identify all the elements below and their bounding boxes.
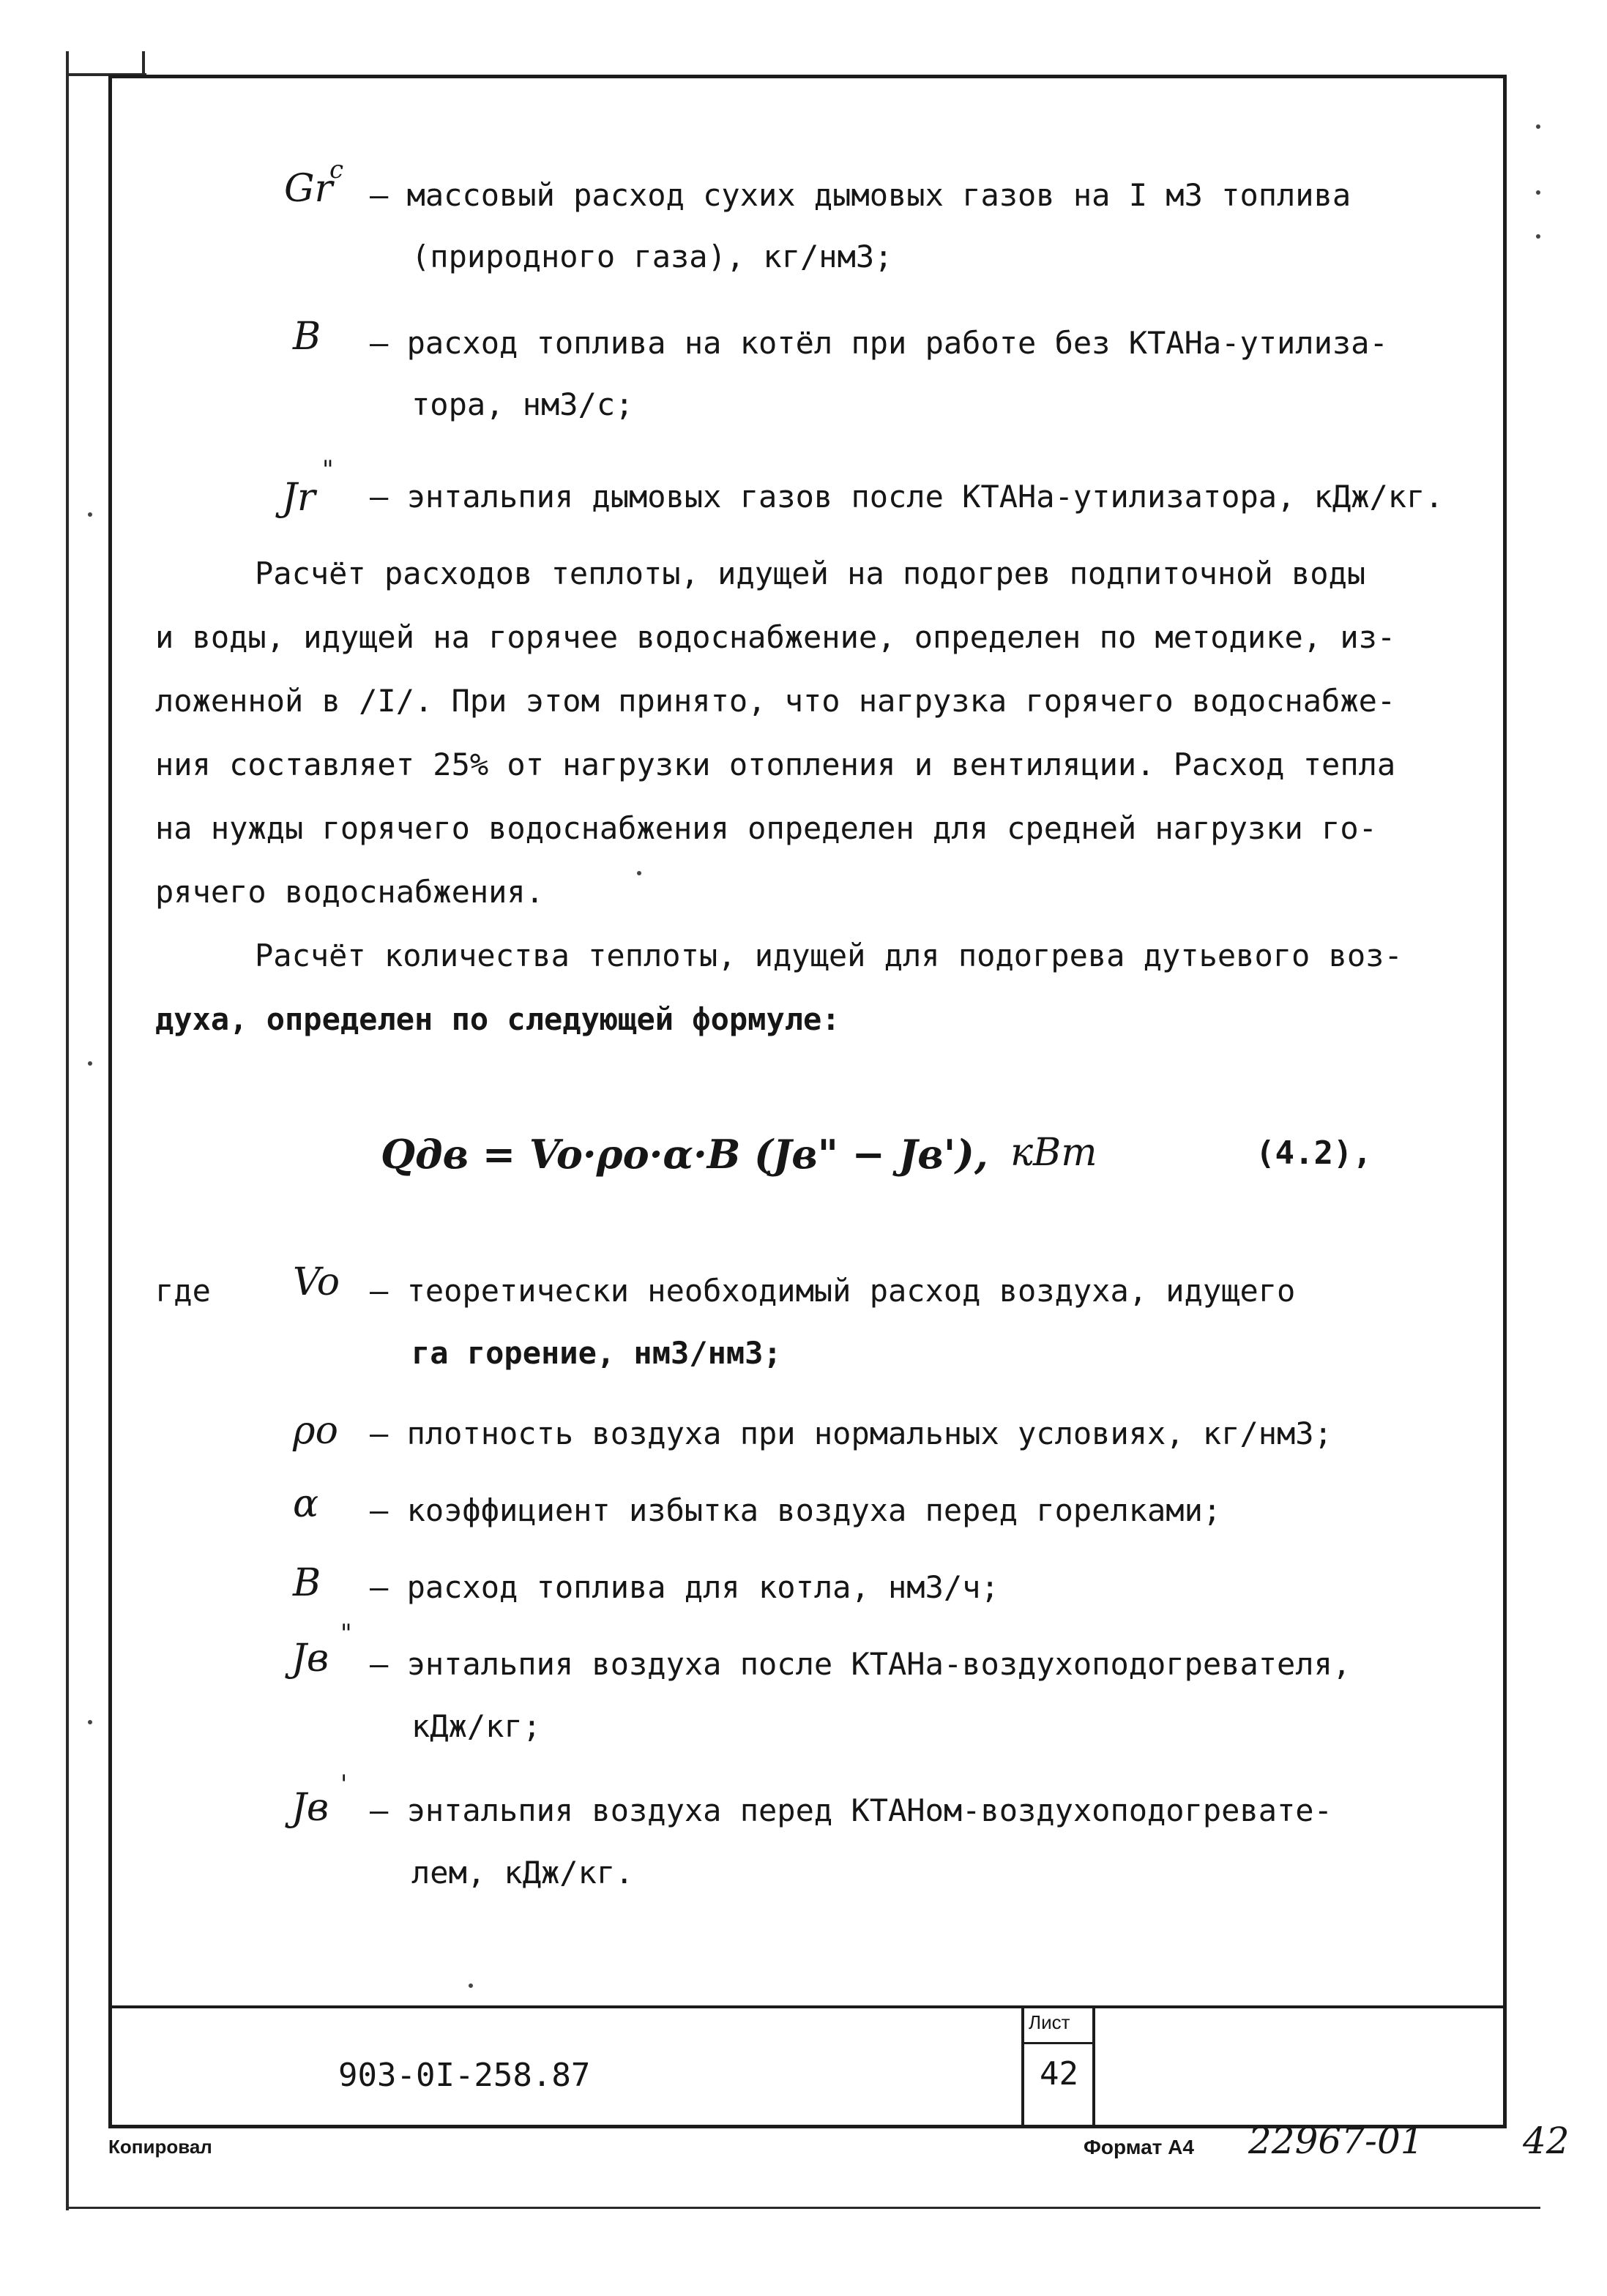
symbol-vo: Vo [293,1260,340,1304]
title-block-divider [1021,2005,1024,2128]
symbol-jv-before-superscript: ' [340,1770,348,1799]
definition-line: – массовый расход сухих дымовых газов на I м3 топлива [370,177,1351,213]
definition-line: кДж/кг; [411,1708,542,1744]
paragraph-line: рячего водоснабжения. [155,874,545,910]
definition-line: – энтальпия воздуха перед КТАНом-воздухоподогревате- [370,1792,1332,1828]
symbol-gr-superscript: c [329,155,344,184]
binding-tick [142,51,145,76]
formula-4-2: Qдв = Vo·ρo·α·B (Jв" − Jв'), [381,1131,988,1178]
scan-speck [1536,234,1540,239]
symbol-jv-before: Jв [291,1786,329,1830]
definition-line: тора, нм3/с; [411,386,634,422]
symbol-jr-superscript: " [322,455,334,485]
definition-line: – теоретически необходимый расход воздуха, идущего [370,1273,1296,1309]
title-block-divider [1092,2005,1095,2128]
definition-line: (природного газа), кг/нм3; [411,239,893,274]
sheet-label: Лист [1029,2011,1070,2033]
sheet-number: 42 [1040,2055,1078,2093]
paragraph-line: ния составляет 25% от нагрузки отопления и вентиляции. Расход тепла [155,747,1396,782]
symbol-b: B [293,315,321,359]
paragraph-line: духа, определен по следующей формуле: [155,1001,840,1037]
document-code: 903-0I-258.87 [338,2057,591,2094]
definition-line: – энтальпия воздуха после КТАНа-воздухоподогревателя, [370,1646,1351,1682]
copied-by-label: Копировал [108,2136,212,2158]
definition-line: га горение, нм3/нм3; [411,1335,782,1371]
scan-speck [88,512,92,517]
formula-unit: кВт [1010,1131,1097,1175]
title-block [108,2005,1507,2128]
symbol-alpha: α [293,1482,319,1526]
paragraph-line: на нужды горячего водоснабжения определен для средней нагрузки го- [155,810,1377,846]
definition-line: – расход топлива на котёл при работе без КТАНа-утилиза- [370,325,1388,361]
symbol-jv-after-superscript: " [340,1619,352,1648]
symbol-jr: Jr [282,476,316,520]
handwritten-archive-number: 22967-01 [1248,2120,1424,2162]
handwritten-page-number: 42 [1523,2120,1570,2162]
scan-speck [88,1061,92,1066]
scan-speck [469,1983,473,1988]
symbol-b: B [293,1561,321,1605]
scan-speck [637,871,641,875]
definition-line: – коэффициент избытка воздуха перед горелками; [370,1492,1222,1528]
symbol-jv-after: Jв [291,1637,329,1680]
paragraph-line: Расчёт расходов теплоты, идущей на подогрев подпиточной воды [255,556,1366,591]
paragraph-line: и воды, идущей на горячее водоснабжение, определен по методике, из- [155,619,1396,655]
definition-line: – расход топлива для котла, нм3/ч; [370,1569,999,1605]
definition-line: – плотность воздуха при нормальных условиях, кг/нм3; [370,1416,1332,1451]
paragraph-line: Расчёт количества теплоты, идущей для подогрева дутьевого воз- [255,938,1403,973]
paragraph-line: ложенной в /I/. При этом принято, что нагрузка горячего водоснабже- [155,683,1396,719]
formula-number: (4.2), [1256,1134,1372,1172]
scan-speck [1536,190,1540,195]
bottom-trim-line [69,2207,1540,2209]
scan-speck [1536,124,1540,129]
definition-line: лем, кДж/кг. [411,1855,634,1891]
where-label: где [155,1273,211,1309]
scan-speck [88,1720,92,1724]
format-label: Формат А4 [1084,2136,1194,2158]
title-block-divider [1021,2042,1095,2044]
definition-line: – энтальпия дымовых газов после КТАНа-утилизатора, кДж/кг. [370,479,1444,515]
symbol-gr: Gr [284,167,333,211]
binding-line-left [66,51,69,2210]
symbol-rho: ρo [293,1409,338,1453]
